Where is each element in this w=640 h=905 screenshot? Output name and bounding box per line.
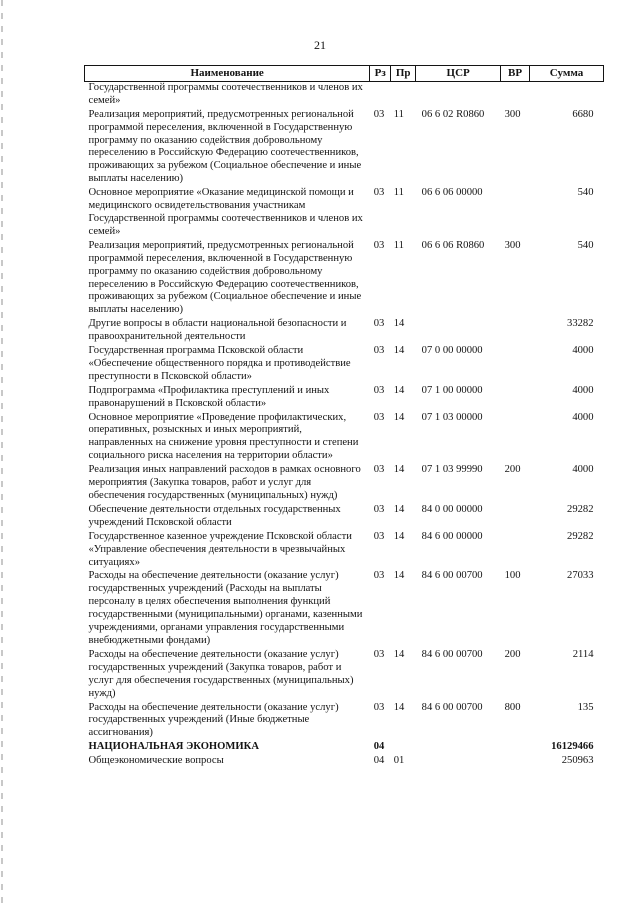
budget-table [84, 65, 604, 769]
cell-name: Подпрограмма «Профилактика преступлений и иных правонарушений в Псковской области» [88, 384, 330, 409]
table-row [85, 531, 604, 571]
cell-sum: 250963 [561, 755, 594, 767]
table-row [85, 345, 604, 385]
table-row [85, 109, 604, 187]
table-row [85, 504, 604, 531]
cell-csr [416, 318, 501, 345]
cell-rz: 03 [373, 503, 385, 515]
cell-vr [501, 504, 530, 531]
cell-vr [501, 345, 530, 385]
cell-rz: 03 [373, 239, 385, 251]
cell-vr [501, 81, 530, 108]
page-number: 21 [314, 38, 326, 52]
cell-rz: 04 [373, 755, 385, 767]
cell-pr [391, 81, 416, 108]
cell-pr: 14 [393, 648, 405, 660]
cell-pr: 14 [393, 503, 405, 515]
cell-rz: 03 [373, 464, 385, 476]
cell-rz: 03 [373, 108, 385, 120]
cell-name: Государственная программа Псковской области «Обеспечение общественного порядка и противодействие преступности в Псковской области» [88, 345, 351, 382]
cell-pr: 14 [393, 318, 405, 330]
cell-name: Расходы на обеспечение деятельности (оказание услуг) государственных учреждений (Закупка товаров, работ и услуг для обеспечения государственных (муниципальных) нужд) [88, 648, 354, 699]
cell-sum: 2114 [572, 648, 594, 660]
cell-pr [391, 741, 416, 755]
cell-vr: 100 [504, 570, 521, 582]
cell-rz: 03 [373, 384, 385, 396]
cell-csr: 07 0 00 00000 [421, 345, 483, 357]
cell-pr: 01 [393, 755, 405, 767]
cell-csr [416, 741, 501, 755]
cell-sum: 4000 [572, 464, 594, 476]
table-row [85, 570, 604, 648]
cell-pr: 14 [393, 345, 405, 357]
table-row [85, 649, 604, 702]
cell-name: Реализация мероприятий, предусмотренных региональной программой переселения, включенной в Государственную программу по оказанию содействия добровольному переселению в Российскую Федерацию соотечественников, проживающих за рубежом (Социальное обеспечение и иные выплаты населению) [88, 108, 362, 185]
header-pr: Пр [391, 66, 416, 82]
cell-rz: 03 [373, 318, 385, 330]
table-header-row [85, 66, 604, 82]
cell-vr: 300 [504, 239, 521, 251]
cell-pr: 14 [393, 701, 405, 713]
cell-pr: 14 [393, 384, 405, 396]
cell-csr [416, 81, 501, 108]
cell-pr: 14 [393, 411, 405, 423]
cell-csr: 07 1 00 00000 [421, 384, 483, 396]
cell-csr: 06 6 06 00000 [421, 187, 483, 199]
table-row [85, 187, 604, 240]
cell-rz [370, 81, 391, 108]
cell-vr [501, 412, 530, 465]
cell-name: Государственное казенное учреждение Псковской области «Управление обеспечения деятельности в чрезвычайных ситуациях» [88, 530, 352, 568]
cell-vr [501, 385, 530, 412]
table-row [85, 240, 604, 318]
cell-name: Расходы на обеспечение деятельности (оказание услуг) государственных учреждений (Расходы на выплаты персоналу в целях обеспечения выполнения функций государственными (муниципальными) органами, казенными учреждениями, органами управления государственными внебюджетными фондами) [88, 570, 363, 646]
cell-name: Обеспечение деятельности отдельных государственных учреждений Псковской области [88, 503, 341, 528]
cell-sum: 27033 [567, 570, 594, 582]
table-row [85, 385, 604, 412]
table-row [85, 464, 604, 504]
cell-rz: 03 [373, 530, 385, 542]
cell-pr: 11 [393, 239, 404, 251]
header-rz: Рз [370, 66, 391, 82]
cell-rz: 03 [373, 345, 385, 357]
cell-pr: 11 [393, 108, 404, 120]
cell-sum: 4000 [572, 345, 594, 357]
cell-vr: 200 [504, 648, 521, 660]
cell-name: Основное мероприятие «Проведение профилактических, оперативных, розыскных и иных мероприятий, направленных на снижение уровня преступности и степени социального риска населения на территории области» [88, 411, 359, 462]
cell-sum: 33282 [567, 318, 594, 330]
cell-sum: 16129466 [551, 741, 594, 753]
cell-csr: 06 6 02 R0860 [421, 108, 485, 120]
cell-sum: 4000 [572, 384, 594, 396]
cell-sum: 540 [577, 187, 594, 199]
cell-sum: 135 [577, 701, 594, 713]
header-csr: ЦСР [416, 66, 501, 82]
cell-vr [501, 531, 530, 571]
cell-name: Реализация иных направлений расходов в рамках основного мероприятия (Закупка товаров, работ и услуг для обеспечения государственных (муниципальных) нужд) [88, 464, 361, 501]
cell-sum: 29282 [567, 530, 594, 542]
scan-edge-mark [1, 0, 3, 905]
cell-csr: 07 1 03 99990 [421, 464, 483, 476]
cell-vr [501, 741, 530, 755]
cell-rz: 04 [373, 741, 385, 753]
table-row [85, 702, 604, 742]
cell-pr: 11 [393, 187, 404, 199]
cell-name: Основное мероприятие «Оказание медицинской помощи и медицинского освидетельствования участникам Государственной программы соотечественников и членов их семей» [88, 187, 363, 237]
cell-sum: 4000 [572, 411, 594, 423]
header-sum: Сумма [530, 66, 604, 82]
table-row [85, 412, 604, 465]
cell-vr [501, 187, 530, 240]
cell-pr: 14 [393, 530, 405, 542]
cell-vr: 300 [504, 108, 521, 120]
cell-name: НАЦИОНАЛЬНАЯ ЭКОНОМИКА [88, 741, 259, 753]
cell-sum: 29282 [567, 503, 594, 515]
cell-vr: 200 [504, 464, 521, 476]
cell-name: Расходы на обеспечение деятельности (оказание услуг) государственных учреждений (Иные бюджетные ассигнования) [88, 701, 339, 739]
cell-csr [416, 755, 501, 769]
header-vr: ВР [501, 66, 530, 82]
cell-name: Государственной программы соотечественников и членов их семей» [88, 81, 363, 106]
table-row [85, 81, 604, 108]
cell-csr: 84 6 00 00700 [421, 701, 483, 713]
cell-vr [501, 755, 530, 769]
cell-csr: 84 0 00 00000 [421, 503, 483, 515]
header-name: Наименование [85, 66, 370, 82]
section-row [85, 741, 604, 755]
cell-rz: 03 [373, 648, 385, 660]
cell-csr: 84 6 00 00700 [421, 570, 483, 582]
cell-rz: 03 [373, 411, 385, 423]
cell-rz: 03 [373, 187, 385, 199]
cell-name: Реализация мероприятий, предусмотренных региональной программой переселения, включенной в Государственную программу по оказанию содействия добровольному переселению в Российскую Федерацию соотечественников, проживающих за рубежом (Социальное обеспечение и иные выплаты населению) [88, 239, 362, 316]
cell-csr: 07 1 03 00000 [421, 411, 483, 423]
cell-csr: 06 6 06 R0860 [421, 239, 485, 251]
cell-sum [530, 81, 604, 108]
table-row [85, 755, 604, 769]
cell-sum: 6680 [572, 108, 594, 120]
cell-vr [501, 318, 530, 345]
cell-name: Общеэкономические вопросы [88, 755, 224, 767]
cell-rz: 03 [373, 570, 385, 582]
cell-csr: 84 6 00 00000 [421, 530, 483, 542]
cell-pr: 14 [393, 464, 405, 476]
cell-name: Другие вопросы в области национальной безопасности и правоохранительной деятельности [88, 318, 347, 343]
cell-pr: 14 [393, 570, 405, 582]
cell-vr: 800 [504, 701, 521, 713]
table-row [85, 318, 604, 345]
cell-sum: 540 [577, 239, 594, 251]
cell-csr: 84 6 00 00700 [421, 648, 483, 660]
cell-rz: 03 [373, 701, 385, 713]
